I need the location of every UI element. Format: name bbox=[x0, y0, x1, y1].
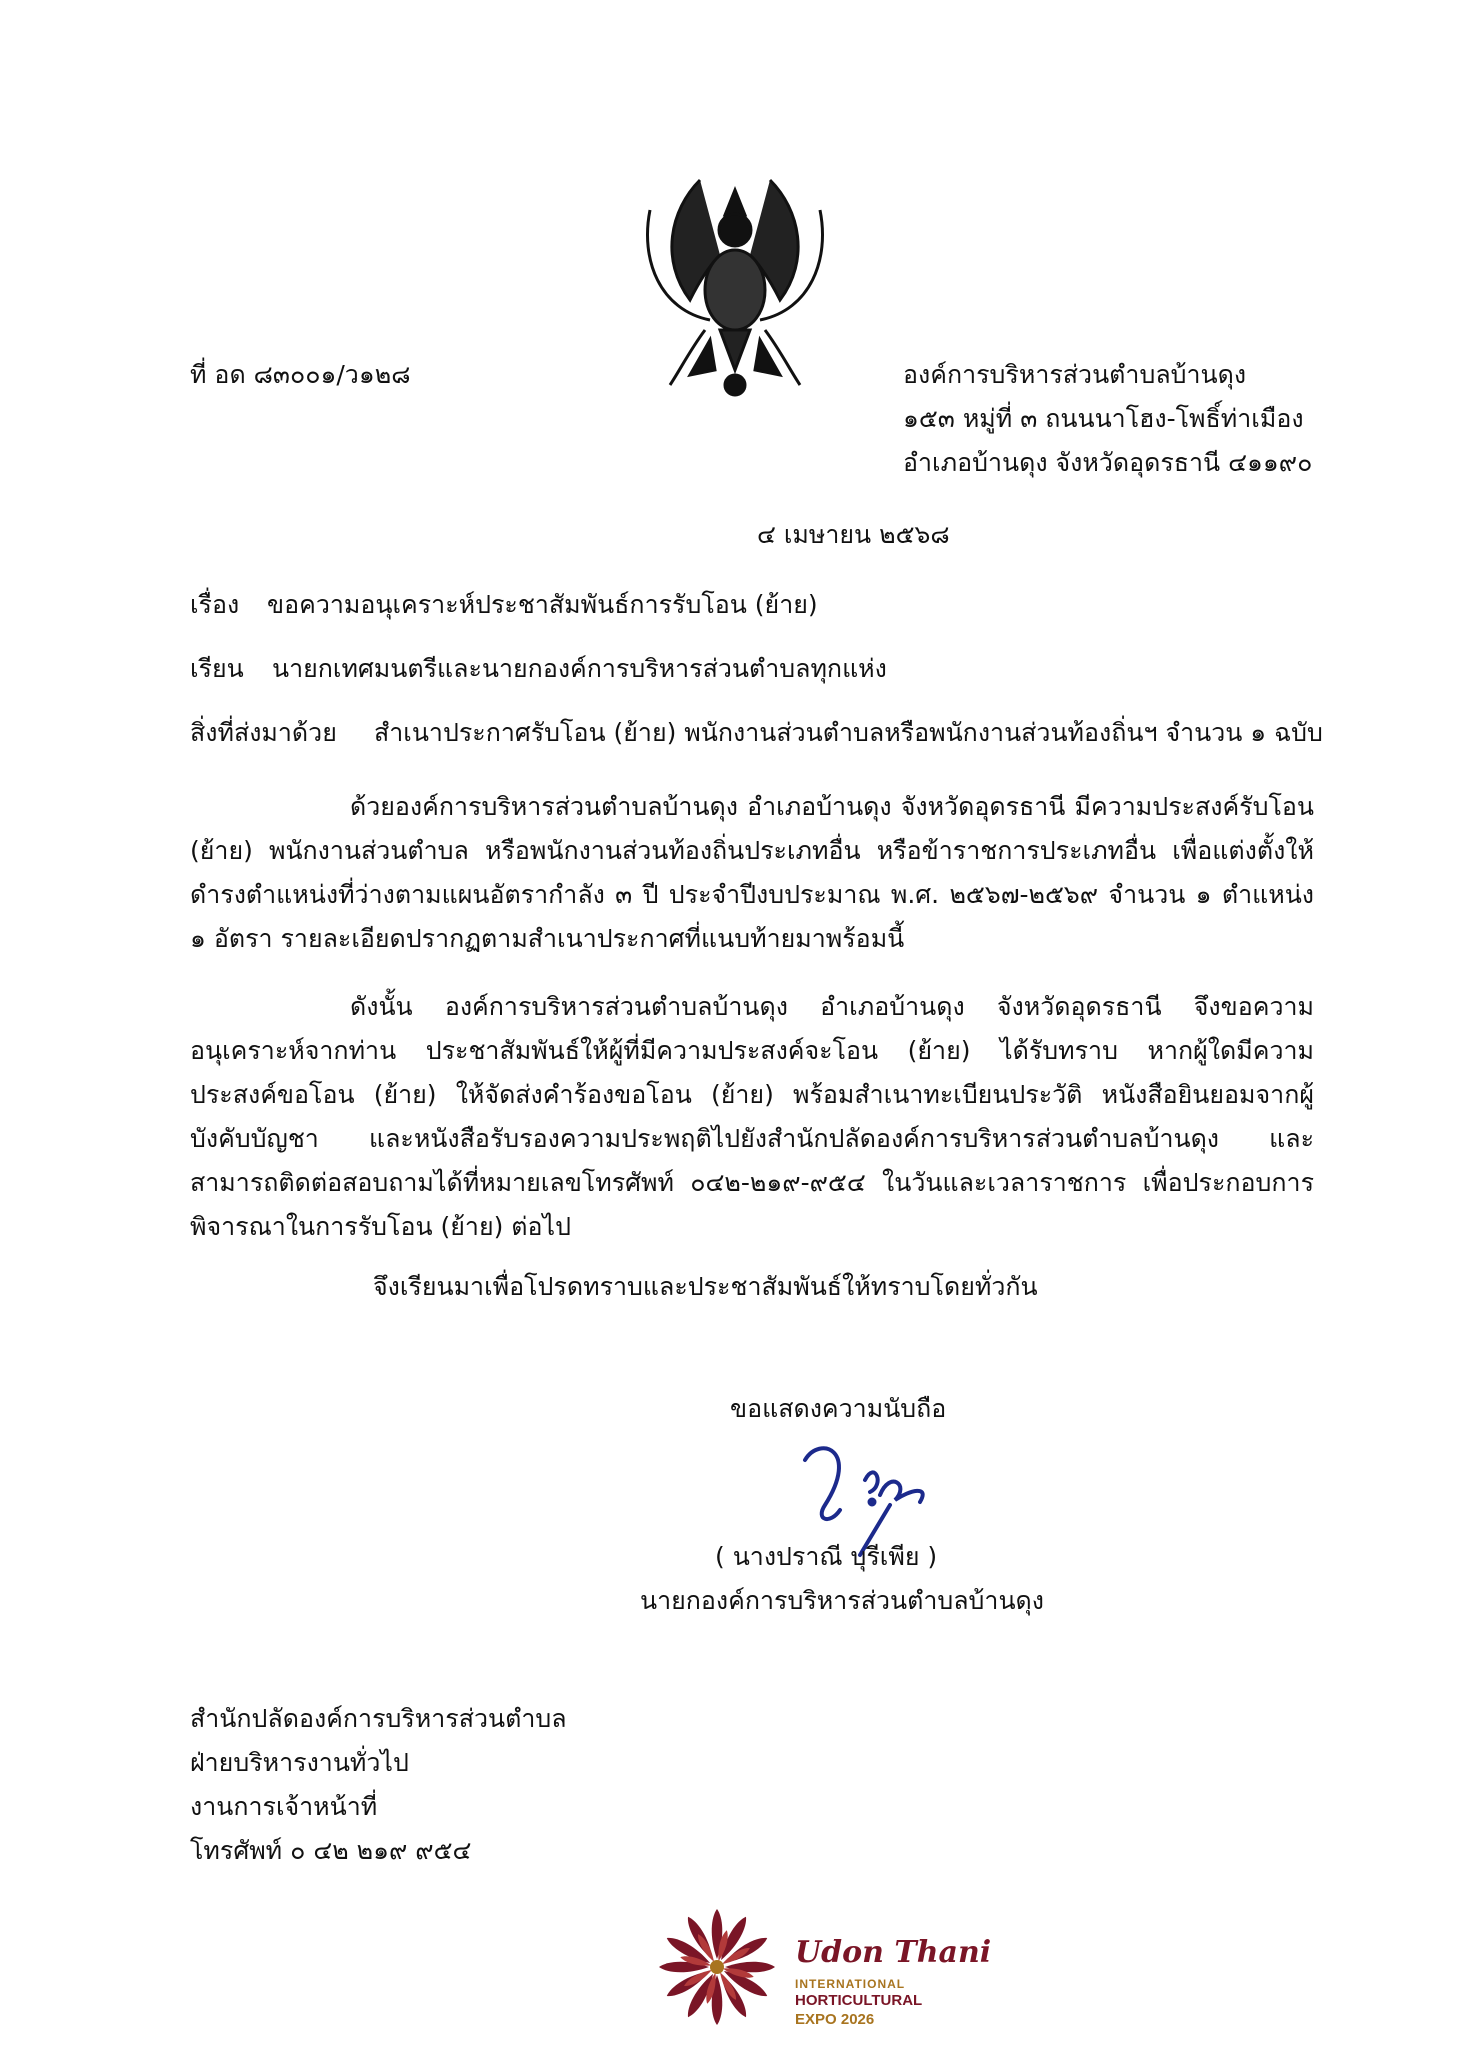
org-name: องค์การบริหารส่วนตำบลบ้านดุง bbox=[903, 360, 1247, 389]
expo-line-4: EXPO 2026 bbox=[795, 2011, 875, 2028]
expo-title: Udon Thani bbox=[795, 1935, 992, 1970]
footer-division: ฝ่ายบริหารงานทั่วไป bbox=[190, 1748, 409, 1777]
flower-icon bbox=[655, 1905, 780, 2030]
enclosure-text: สำเนาประกาศรับโอน (ย้าย) พนักงานส่วนตำบลหรือพนักงานส่วนท้องถิ่นฯ จำนวน ๑ ฉบับ bbox=[374, 718, 1323, 747]
body-paragraph-1 bbox=[190, 785, 1314, 961]
expo-line-2: INTERNATIONAL bbox=[795, 1977, 906, 1991]
garuda-emblem-icon bbox=[630, 170, 840, 400]
letter-date: ๔ เมษายน ๒๕๖๘ bbox=[757, 520, 950, 549]
body-paragraph-1-text: ด้วยองค์การบริหารส่วนตำบลบ้านดุง อำเภอบ้านดุง จังหวัดอุดรธานี มีความประสงค์รับโอน (ย้าย) พนักงานส่วนตำบล หรือพนักงานส่วนท้องถิ่นประเภทอื่น หรือข้าราชการประเภทอื่น เพื่อแต่งตั้งให้ดำรงตำแหน่งที่ว่างตามแผนอัตรากำลัง ๓ ปี ประจำปีงบประมาณ พ.ศ. ๒๕๖๗-๒๕๖๙ จำนวน ๑ ตำแหน่ง ๑ อัตรา รายละเอียดปรากฏตามสำเนาประกาศที่แนบท้ายมาพร้อมนี้ bbox=[190, 792, 1314, 953]
expo-line-3: HORTICULTURAL bbox=[795, 1992, 923, 2009]
address-line-1: ๑๕๓ หมู่ที่ ๓ ถนนนาโฮง-โพธิ์ท่าเมือง bbox=[903, 404, 1304, 433]
closing-sentence: จึงเรียนมาเพื่อโปรดทราบและประชาสัมพันธ์ให้ทราบโดยทั่วกัน bbox=[373, 1272, 1038, 1301]
body-paragraph-2 bbox=[190, 985, 1314, 1249]
enclosure-label: สิ่งที่ส่งมาด้วย bbox=[190, 718, 337, 747]
reference-number: ที่ อด ๘๓๐๐๑/ว๑๒๘ bbox=[190, 360, 411, 389]
expo-logo bbox=[655, 1905, 1025, 2048]
footer-unit: งานการเจ้าหน้าที่ bbox=[190, 1792, 378, 1821]
signatory-name: ( นางปราณี บุรีเพีย ) bbox=[715, 1542, 938, 1571]
signatory-title: นายกองค์การบริหารส่วนตำบลบ้านดุง bbox=[640, 1586, 1044, 1615]
subject-text: ขอความอนุเคราะห์ประชาสัมพันธ์การรับโอน (ย้าย) bbox=[267, 590, 818, 619]
body-paragraph-2-text: ดังนั้น องค์การบริหารส่วนตำบลบ้านดุง อำเภอบ้านดุง จังหวัดอุดรธานี จึงขอความอนุเคราะห์จากท่าน ประชาสัมพันธ์ให้ผู้ที่มีความประสงค์จะโอน (ย้าย) ได้รับทราบ หากผู้ใดมีความประสงค์ขอโอน (ย้าย) ให้จัดส่งคำร้องขอโอน (ย้าย) พร้อมสำเนาทะเบียนประวัติ หนังสือยินยอมจากผู้บังคับบัญชา และหนังสือรับรองความประพฤติไปยังสำนักปลัดองค์การบริหารส่วนตำบลบ้านดุง และสามารถติดต่อสอบถามได้ที่หมายเลขโทรศัพท์ ๐๔๒-๒๑๙-๙๕๔ ในวันและเวลาราชการ เพื่อประกอบการพิจารณาในการรับโอน (ย้าย) ต่อไป bbox=[190, 992, 1314, 1241]
subject-label: เรื่อง bbox=[190, 590, 240, 619]
footer-dept: สำนักปลัดองค์การบริหารส่วนตำบล bbox=[190, 1704, 567, 1733]
to-text: นายกเทศมนตรีและนายกองค์การบริหารส่วนตำบลทุกแห่ง bbox=[272, 654, 887, 683]
address-line-2: อำเภอบ้านดุง จังหวัดอุดรธานี ๔๑๑๙๐ bbox=[903, 448, 1313, 477]
to-label: เรียน bbox=[190, 654, 244, 683]
footer-phone: โทรศัพท์ ๐ ๔๒ ๒๑๙ ๙๕๔ bbox=[190, 1836, 472, 1865]
signature-regards: ขอแสดงความนับถือ bbox=[730, 1394, 947, 1423]
